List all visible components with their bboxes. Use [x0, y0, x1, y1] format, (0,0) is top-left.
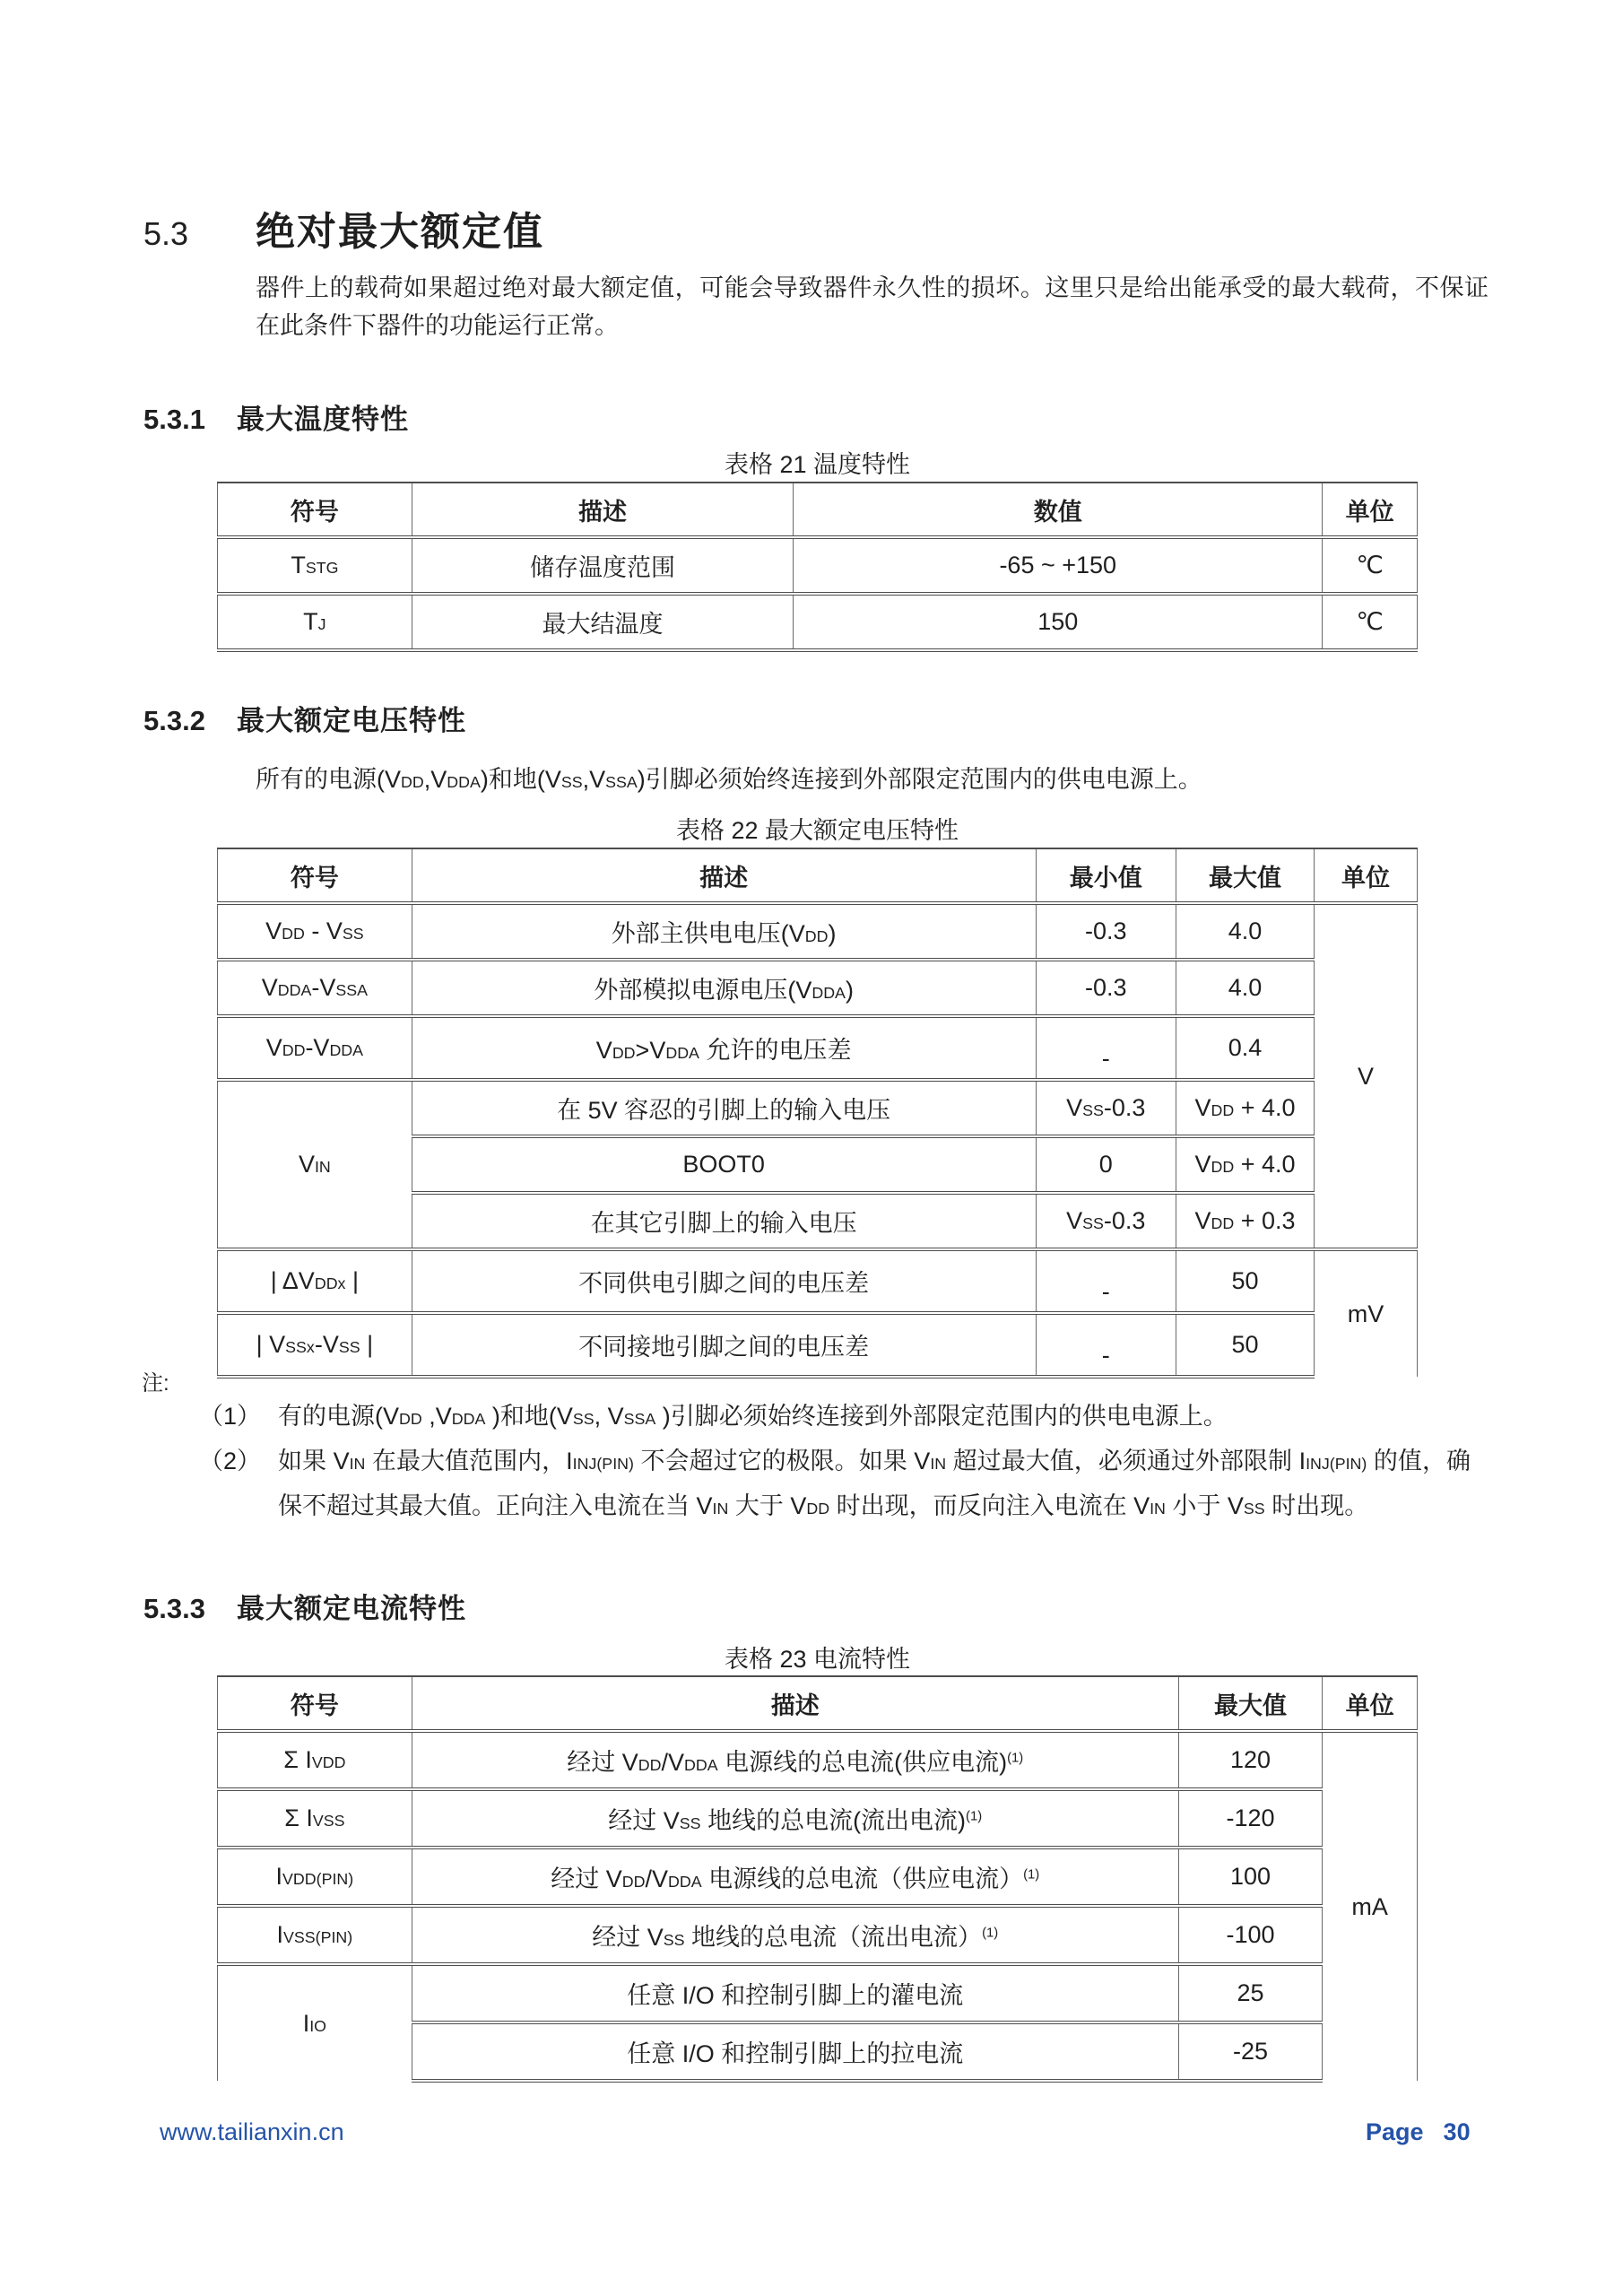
table-cell: BOOT0	[412, 1136, 1036, 1193]
table-cell: VIN	[218, 1080, 412, 1249]
section-title: 最大额定电流特性	[237, 1593, 466, 1624]
table-cell: 在 5V 容忍的引脚上的输入电压	[412, 1080, 1036, 1136]
table-cell: 经过 VDD/VDDA 电源线的总电流(供应电流)$^{(1)}$	[412, 1731, 1178, 1789]
note-item-2	[199, 1440, 1472, 1530]
table-row	[218, 537, 1418, 594]
temperature-table	[217, 482, 1418, 652]
table-row	[218, 1848, 1418, 1906]
table-cell: ℃	[1323, 594, 1418, 650]
table-cell: -100	[1178, 1906, 1323, 1964]
section-number: 5.3.3	[143, 1593, 205, 1624]
table-cell: mA	[1323, 1731, 1418, 2081]
column-header: 单位	[1314, 848, 1417, 903]
section-heading-5-3-2	[143, 698, 466, 738]
table-cell: 最大结温度	[412, 594, 793, 650]
section-heading-5-3-1	[143, 396, 409, 437]
section-heading-5-3-3	[143, 1586, 466, 1626]
table-23-caption: 表格 23 电流特性	[724, 1646, 911, 1673]
table-cell: 25	[1178, 1964, 1323, 2022]
table-cell: VDD + 4.0	[1176, 1136, 1315, 1193]
table-cell: -25	[1178, 2022, 1323, 2081]
table-row	[218, 1313, 1418, 1377]
table-cell: V	[1314, 903, 1417, 1249]
note-text: 有的电源(VDD ,VDDA )和地(VSS, VSSA )引脚必须始终连接到外部限定范围内的供电电源上。	[278, 1403, 1228, 1430]
table-cell: 任意 I/O 和控制引脚上的灌电流	[412, 1964, 1178, 2022]
column-header: 描述	[412, 848, 1036, 903]
column-header: 最大值	[1178, 1676, 1323, 1731]
table-cell: 4.0	[1176, 903, 1315, 960]
voltage-rating-table-wrap	[217, 848, 1418, 1378]
column-header: 描述	[412, 483, 793, 537]
table-cell: mV	[1314, 1249, 1417, 1377]
column-header: 描述	[412, 1676, 1178, 1731]
section-number: 5.3	[143, 215, 189, 252]
table-row	[218, 1016, 1418, 1080]
table-header-row	[218, 1676, 1418, 1731]
section-number: 5.3.1	[143, 404, 205, 435]
table-cell: -65 ~ +150	[794, 537, 1323, 594]
table-cell: VDD + 0.3	[1176, 1193, 1315, 1249]
table-row	[218, 1906, 1418, 1964]
table-cell: 经过 VSS 地线的总电流（流出电流）$^{(1)}$	[412, 1906, 1178, 1964]
table-cell: TJ	[218, 594, 412, 650]
table-row	[218, 903, 1418, 960]
column-header: 最大值	[1176, 848, 1315, 903]
table-cell: -	[1036, 1016, 1176, 1080]
table-21-caption: 表格 21 温度特性	[724, 451, 911, 478]
section-title: 最大温度特性	[237, 404, 409, 435]
table-row	[218, 1789, 1418, 1848]
table-cell: VDD - VSS	[218, 903, 412, 960]
section-title: 绝对最大额定值	[256, 210, 544, 254]
footer-page-indicator	[1366, 2118, 1471, 2146]
table-cell: -	[1036, 1249, 1176, 1313]
table-cell: 任意 I/O 和控制引脚上的拉电流	[412, 2022, 1178, 2081]
current-rating-table	[217, 1675, 1418, 2083]
footer-page-number: 30	[1443, 2118, 1471, 2145]
table-row	[218, 960, 1418, 1016]
voltage-rating-table	[217, 848, 1418, 1378]
section-heading-5-3	[143, 199, 544, 257]
current-rating-table-wrap	[217, 1675, 1418, 2083]
table-cell: 0	[1036, 1136, 1176, 1193]
table-cell: Σ IVSS	[218, 1789, 412, 1848]
table-header-row	[218, 483, 1418, 537]
table-cell: 外部主供电电压(VDD)	[412, 903, 1036, 960]
table-cell: VSS-0.3	[1036, 1080, 1176, 1136]
table-cell: 100	[1178, 1848, 1323, 1906]
table-cell: TSTG	[218, 537, 412, 594]
table-cell: ℃	[1323, 537, 1418, 594]
table-cell: IIO	[218, 1964, 412, 2081]
table-cell: -0.3	[1036, 903, 1176, 960]
table-row	[218, 594, 1418, 650]
note-text: 如果 VIN 在最大值范围内，IINJ(PIN) 不会超过它的极限。如果 VIN 超过最大值，必须通过外部限制 IINJ(PIN) 的值，确保不超过其最大值。正向注入电流在当 VIN 大于 VDD 时出现，而反向注入电流在 VIN 小于 VSS 时出现。	[278, 1448, 1471, 1519]
table-cell: -120	[1178, 1789, 1323, 1848]
table-cell: VDD-VDDA	[218, 1016, 412, 1080]
footer-page-label: Page	[1366, 2118, 1424, 2145]
column-header: 单位	[1323, 483, 1418, 537]
table-cell: 4.0	[1176, 960, 1315, 1016]
table-cell: VDD + 4.0	[1176, 1080, 1315, 1136]
column-header: 单位	[1323, 1676, 1418, 1731]
table-cell: 不同供电引脚之间的电压差	[412, 1249, 1036, 1313]
section-5-3-paragraph: 器件上的载荷如果超过绝对最大额定值，可能会导致器件永久性的损坏。这里只是给出能承受的最大载荷，不保证在此条件下器件的功能运行正常。	[256, 274, 1488, 339]
table-cell: 不同接地引脚之间的电压差	[412, 1313, 1036, 1377]
column-header: 符号	[218, 483, 412, 537]
section-number: 5.3.2	[143, 705, 205, 736]
notes-label: 注:	[142, 1371, 169, 1396]
table-row	[218, 1080, 1418, 1136]
table-row	[218, 1964, 1418, 2022]
table-cell: IVSS(PIN)	[218, 1906, 412, 1964]
table-cell: 120	[1178, 1731, 1323, 1789]
section-title: 最大额定电压特性	[237, 705, 466, 736]
column-header: 数值	[794, 483, 1323, 537]
note-number: （2）	[199, 1448, 262, 1474]
table-cell: Σ IVDD	[218, 1731, 412, 1789]
table-cell: IVDD(PIN)	[218, 1848, 412, 1906]
note-number: （1）	[199, 1403, 262, 1430]
table-cell: -	[1036, 1313, 1176, 1377]
footer-site-link[interactable]: www.tailianxin.cn	[160, 2118, 344, 2145]
temperature-table-wrap	[217, 482, 1418, 652]
table-cell: VSS-0.3	[1036, 1193, 1176, 1249]
column-header: 最小值	[1036, 848, 1176, 903]
table-cell: -0.3	[1036, 960, 1176, 1016]
table-cell: 0.4	[1176, 1016, 1315, 1080]
note-item-1	[199, 1396, 1472, 1440]
table-cell: 储存温度范围	[412, 537, 793, 594]
table-cell: | ΔVDDx |	[218, 1249, 412, 1313]
table-cell: 在其它引脚上的输入电压	[412, 1193, 1036, 1249]
table-cell: VDD>VDDA 允许的电压差	[412, 1016, 1036, 1080]
table-cell: 150	[794, 594, 1323, 650]
section-5-3-2-paragraph: 所有的电源(VDD,VDDA)和地(VSS,VSSA)引脚必须始终连接到外部限定范围内的供电电源上。	[256, 766, 1202, 793]
table-cell: 50	[1176, 1313, 1315, 1377]
table-cell: 经过 VDD/VDDA 电源线的总电流（供应电流）$^{(1)}$	[412, 1848, 1178, 1906]
table-cell: 50	[1176, 1249, 1315, 1313]
table-row	[218, 1731, 1418, 1789]
column-header: 符号	[218, 848, 412, 903]
table-22-caption: 表格 22 最大额定电压特性	[675, 817, 959, 844]
table-row	[218, 1249, 1418, 1313]
table-header-row	[218, 848, 1418, 903]
table-cell: | VSSx-VSS |	[218, 1313, 412, 1377]
table-cell: VDDA-VSSA	[218, 960, 412, 1016]
page-footer	[0, 2118, 1623, 2154]
column-header: 符号	[218, 1676, 412, 1731]
table-cell: 外部模拟电源电压(VDDA)	[412, 960, 1036, 1016]
table-cell: 经过 VSS 地线的总电流(流出电流)$^{(1)}$	[412, 1789, 1178, 1848]
